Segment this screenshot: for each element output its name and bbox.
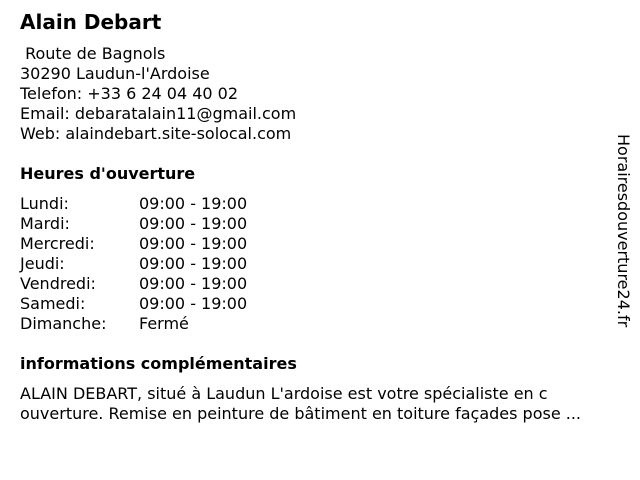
phone-line: Telefon: +33 6 24 04 40 02 [20,84,239,103]
hours-row-mercredi [20,234,247,254]
hours-time: 09:00 - 19:00 [139,254,248,273]
hours-row-samedi [20,294,247,314]
hours-day: Jeudi: [20,254,65,273]
business-name: Alain Debart [20,10,162,34]
hours-time: 09:00 - 19:00 [139,294,248,313]
hours-row-dimanche [20,314,247,334]
hours-day: Vendredi: [20,274,96,293]
hours-row-jeudi [20,254,247,274]
hours-day: Dimanche: [20,314,107,333]
contact-block [20,44,296,144]
hours-table [20,194,247,334]
description-line: ALAIN DEBART, situé à Laudun L'ardoise est votre spécialiste en c [20,384,548,403]
hours-heading: Heures d'ouverture [20,164,196,183]
hours-time: 09:00 - 19:00 [139,194,248,213]
description-line: ouverture. Remise en peinture de bâtiment en toiture façades pose ... [20,404,582,423]
street-address: Route de Bagnols [20,44,166,63]
hours-day: Mercredi: [20,234,95,253]
info-heading: informations complémentaires [20,354,297,373]
hours-day: Lundi: [20,194,69,213]
hours-day: Mardi: [20,214,70,233]
description-text [20,384,628,424]
hours-row-vendredi [20,274,247,294]
site-watermark: Horairesdouverture24.fr [614,134,633,328]
city-address: 30290 Laudun-l'Ardoise [20,64,210,83]
hours-time: Fermé [139,314,189,333]
hours-row-mardi [20,214,247,234]
hours-time: 09:00 - 19:00 [139,234,248,253]
hours-row-lundi [20,194,247,214]
hours-time: 09:00 - 19:00 [139,214,248,233]
web-line: Web: alaindebart.site-solocal.com [20,124,292,143]
email-line: Email: debaratalain11@gmail.com [20,104,297,123]
hours-time: 09:00 - 19:00 [139,274,248,293]
hours-day: Samedi: [20,294,86,313]
